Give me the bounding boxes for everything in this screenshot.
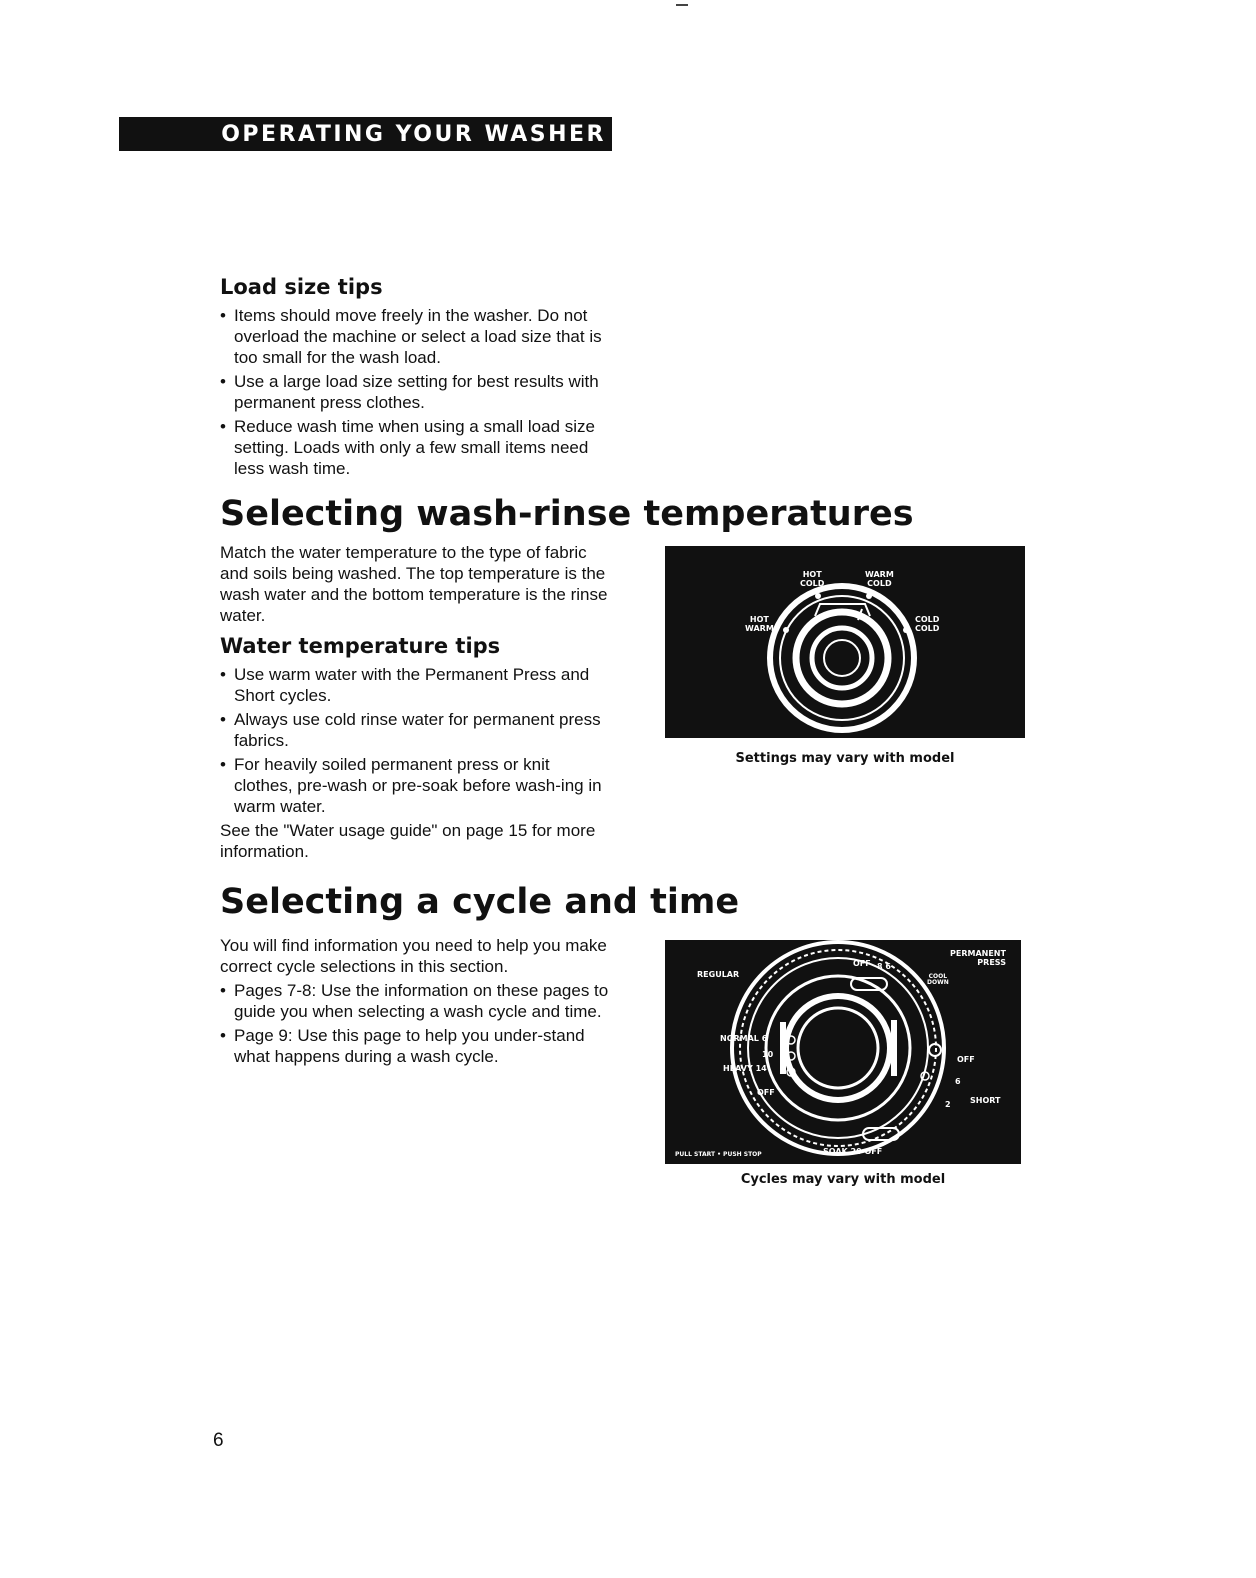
cycle-intro: You will find information you need to help you make correct cycle selections in this section. bbox=[220, 936, 607, 976]
cycle-body bbox=[220, 935, 610, 1070]
temperature-dial-figure bbox=[665, 546, 1025, 738]
list-item: • Use a large load size setting for best results with permanent press clothes. bbox=[220, 371, 605, 413]
label-6: 6 bbox=[955, 1077, 961, 1086]
water-temp-tips-heading: Water temperature tips bbox=[220, 634, 501, 658]
water-temp-tips bbox=[220, 664, 605, 862]
label-10: 10 bbox=[762, 1050, 774, 1059]
temperatures-body bbox=[220, 542, 610, 626]
label-off-right: OFF bbox=[957, 1055, 975, 1064]
label-warm-cold: WARM COLD bbox=[865, 570, 894, 588]
label-off-top: OFF bbox=[853, 959, 871, 968]
label-normal-6: NORMAL 6 bbox=[720, 1034, 768, 1043]
label-off-top-numbers: 8 6 bbox=[877, 962, 891, 971]
cycle-heading: Selecting a cycle and time bbox=[220, 882, 740, 922]
water-usage-reference: See the "Water usage guide" on page 15 for more information. bbox=[220, 821, 596, 861]
list-item: • Page 9: Use this page to help you under-stand what happens during a wash cycle. bbox=[220, 1025, 610, 1067]
load-size-tips bbox=[220, 305, 605, 482]
label-cold-cold: COLD COLD bbox=[915, 615, 940, 633]
page-number: 6 bbox=[213, 1430, 224, 1451]
section-header-bar bbox=[119, 117, 612, 151]
list-item: • Pages 7-8: Use the information on these pages to guide you when selecting a wash cycle and time. bbox=[220, 980, 610, 1022]
list-item: • Always use cold rinse water for permanent press fabrics. bbox=[220, 709, 605, 751]
label-2: 2 bbox=[945, 1100, 951, 1109]
temperature-dial-icon bbox=[665, 546, 1025, 738]
temperatures-heading: Selecting wash-rinse temperatures bbox=[220, 494, 914, 534]
label-cool-down: COOL DOWN bbox=[927, 973, 949, 986]
label-regular: REGULAR bbox=[697, 970, 740, 979]
scan-mark bbox=[676, 4, 688, 6]
label-heavy-14: HEAVY 14 bbox=[723, 1064, 767, 1073]
label-hot-warm: HOT WARM bbox=[745, 615, 774, 633]
list-item: • For heavily soiled permanent press or knit clothes, pre-wash or pre-soak before wash-ing in warm water. bbox=[220, 754, 605, 817]
cycle-list bbox=[220, 980, 610, 1067]
label-soak: SOAK 20 OFF bbox=[823, 1147, 883, 1156]
label-short: SHORT bbox=[970, 1096, 1001, 1105]
load-size-list bbox=[220, 305, 605, 479]
cycle-figure-caption: Cycles may vary with model bbox=[740, 1172, 946, 1187]
temperature-figure-caption: Settings may vary with model bbox=[735, 751, 955, 766]
list-item: • Items should move freely in the washer. Do not overload the machine or select a load size that is too small for the wash load. bbox=[220, 305, 605, 368]
load-size-heading: Load size tips bbox=[220, 275, 383, 299]
section-header-title: OPERATING YOUR WASHER bbox=[221, 121, 606, 147]
water-temp-list bbox=[220, 664, 605, 817]
cycle-dial-figure bbox=[665, 940, 1021, 1164]
label-pull-start: PULL START • PUSH STOP bbox=[675, 1151, 762, 1158]
temperatures-intro: Match the water temperature to the type of fabric and soils being washed. The top temperature is the wash water and the bottom temperature is the rinse water. bbox=[220, 543, 608, 625]
label-permanent-press: PERMANENT PRESS bbox=[950, 949, 1006, 967]
list-item: • Use warm water with the Permanent Press and Short cycles. bbox=[220, 664, 605, 706]
label-off-left: OFF bbox=[757, 1088, 775, 1097]
label-hot-cold: HOT COLD bbox=[800, 570, 825, 588]
list-item: • Reduce wash time when using a small load size setting. Loads with only a few small items need less wash time. bbox=[220, 416, 605, 479]
